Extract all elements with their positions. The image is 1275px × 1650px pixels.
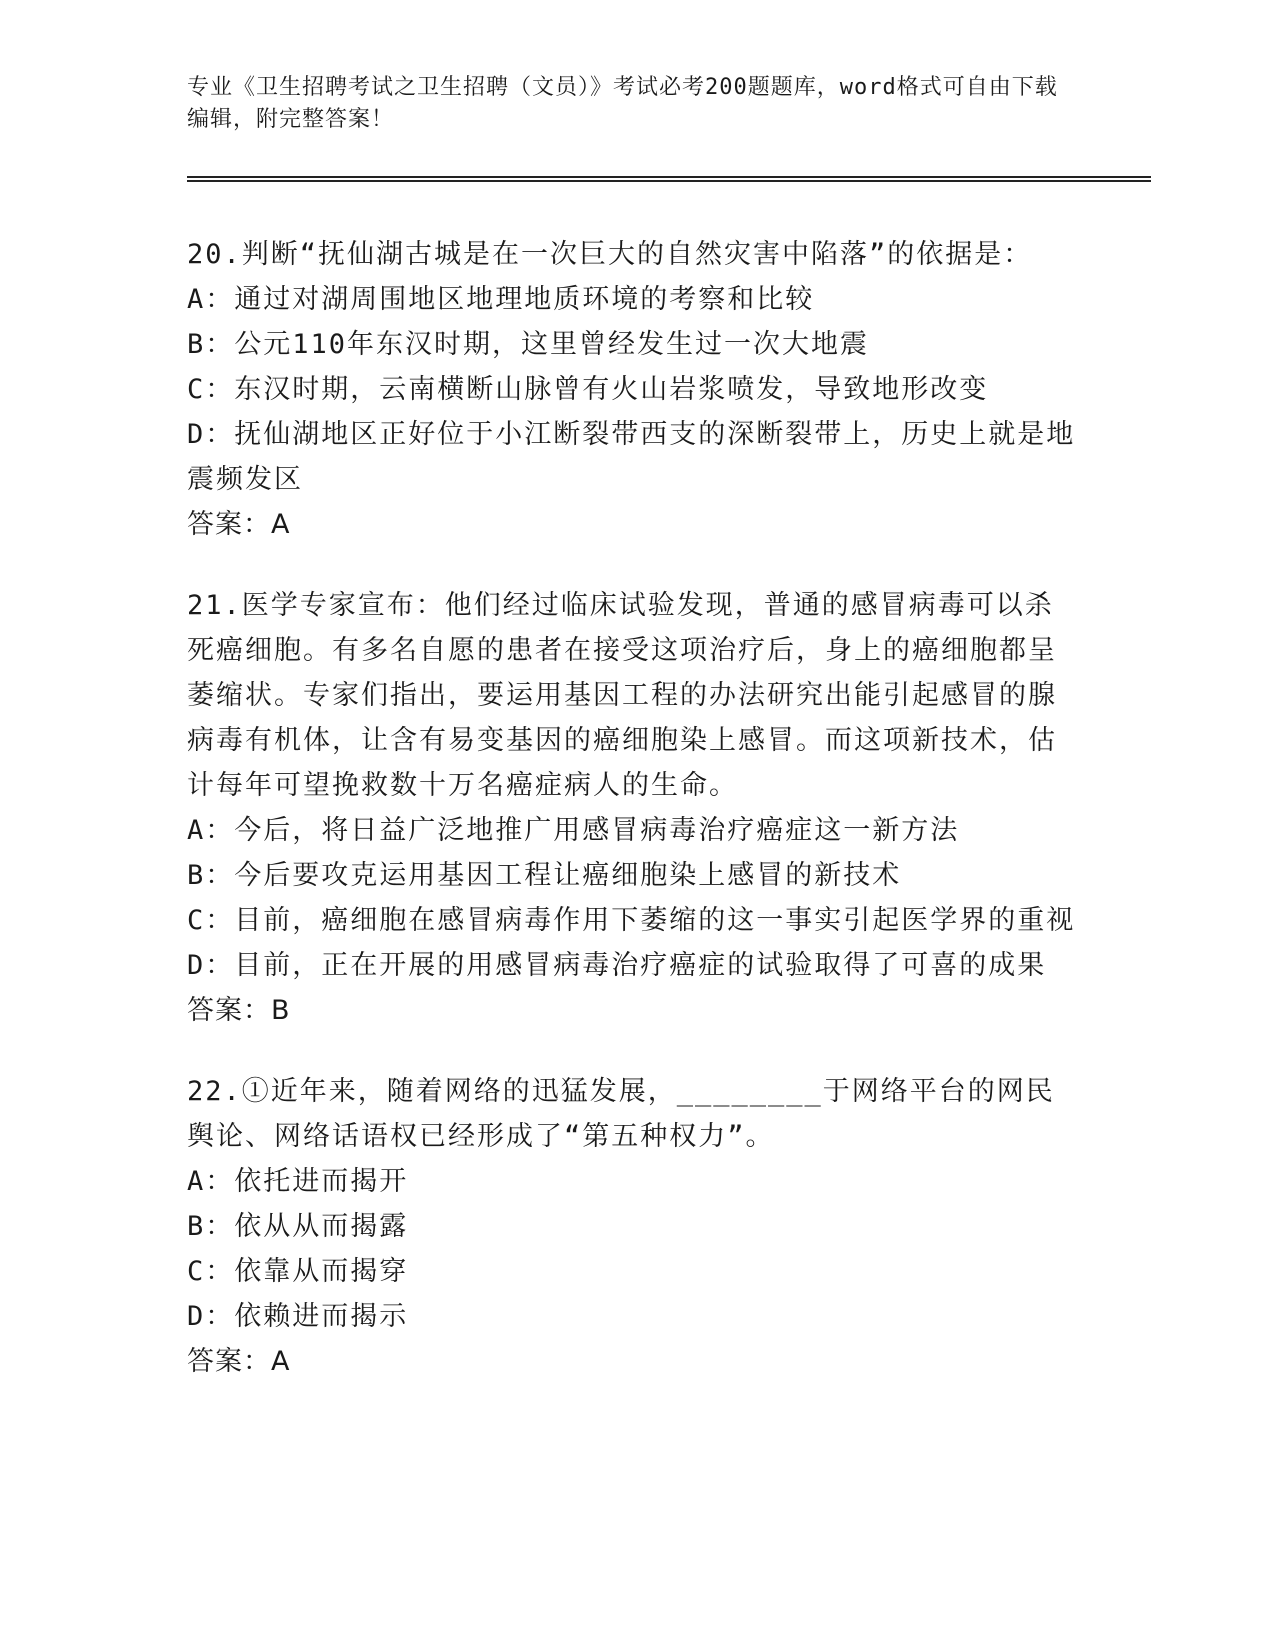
answer: 答案：A	[187, 1346, 291, 1377]
document-header: 专业《卫生招聘考试之卫生招聘（文员）》考试必考200题题库，word格式可自由下载编辑，附完整答案！	[187, 75, 1058, 132]
question-20	[187, 232, 1087, 547]
answer: 答案：B	[187, 995, 291, 1026]
option-c: C：东汉时期，云南横断山脉曾有火山岩浆喷发，导致地形改变	[187, 374, 989, 405]
option-b: B：公元110年东汉时期，这里曾经发生过一次大地震	[187, 329, 870, 360]
header-divider	[187, 176, 1151, 182]
option-b: B：今后要攻克运用基因工程让癌细胞染上感冒的新技术	[187, 860, 902, 891]
option-d: D：抚仙湖地区正好位于小江断裂带西支的深断裂带上，历史上就是地震频发区	[187, 419, 1076, 495]
option-a: A：依托进而揭开	[187, 1166, 409, 1197]
option-b: B：依从从而揭露	[187, 1211, 409, 1242]
option-c: C：目前，癌细胞在感冒病毒作用下萎缩的这一事实引起医学界的重视	[187, 905, 1076, 936]
option-a: A：通过对湖周围地区地理地质环境的考察和比较	[187, 284, 815, 315]
option-d: D：依赖进而揭示	[187, 1301, 409, 1332]
option-a: A：今后，将日益广泛地推广用感冒病毒治疗癌症这一新方法	[187, 815, 960, 846]
document-page	[187, 72, 1087, 1384]
answer: 答案：A	[187, 509, 291, 540]
question-stem: 22.①近年来，随着网络的迅猛发展，________于网络平台的网民舆论、网络话语权已经形成了“第五种权力”。	[187, 1076, 1055, 1152]
question-stem: 21.医学专家宣布：他们经过临床试验发现，普通的感冒病毒可以杀死癌细胞。有多名自愿的患者在接受这项治疗后，身上的癌细胞都呈萎缩状。专家们指出，要运用基因工程的办法研究出能引起感冒的腺病毒有机体，让含有易变基因的癌细胞染上感冒。而这项新技术，估计每年可望挽救数十万名癌症病人的生命。	[187, 590, 1057, 801]
question-22	[187, 1069, 1087, 1384]
option-d: D：目前，正在开展的用感冒病毒治疗癌症的试验取得了可喜的成果	[187, 950, 1047, 981]
option-c: C：依靠从而揭穿	[187, 1256, 409, 1287]
question-stem: 20.判断“抚仙湖古城是在一次巨大的自然灾害中陷落”的依据是：	[187, 239, 1033, 270]
question-21	[187, 583, 1087, 1033]
